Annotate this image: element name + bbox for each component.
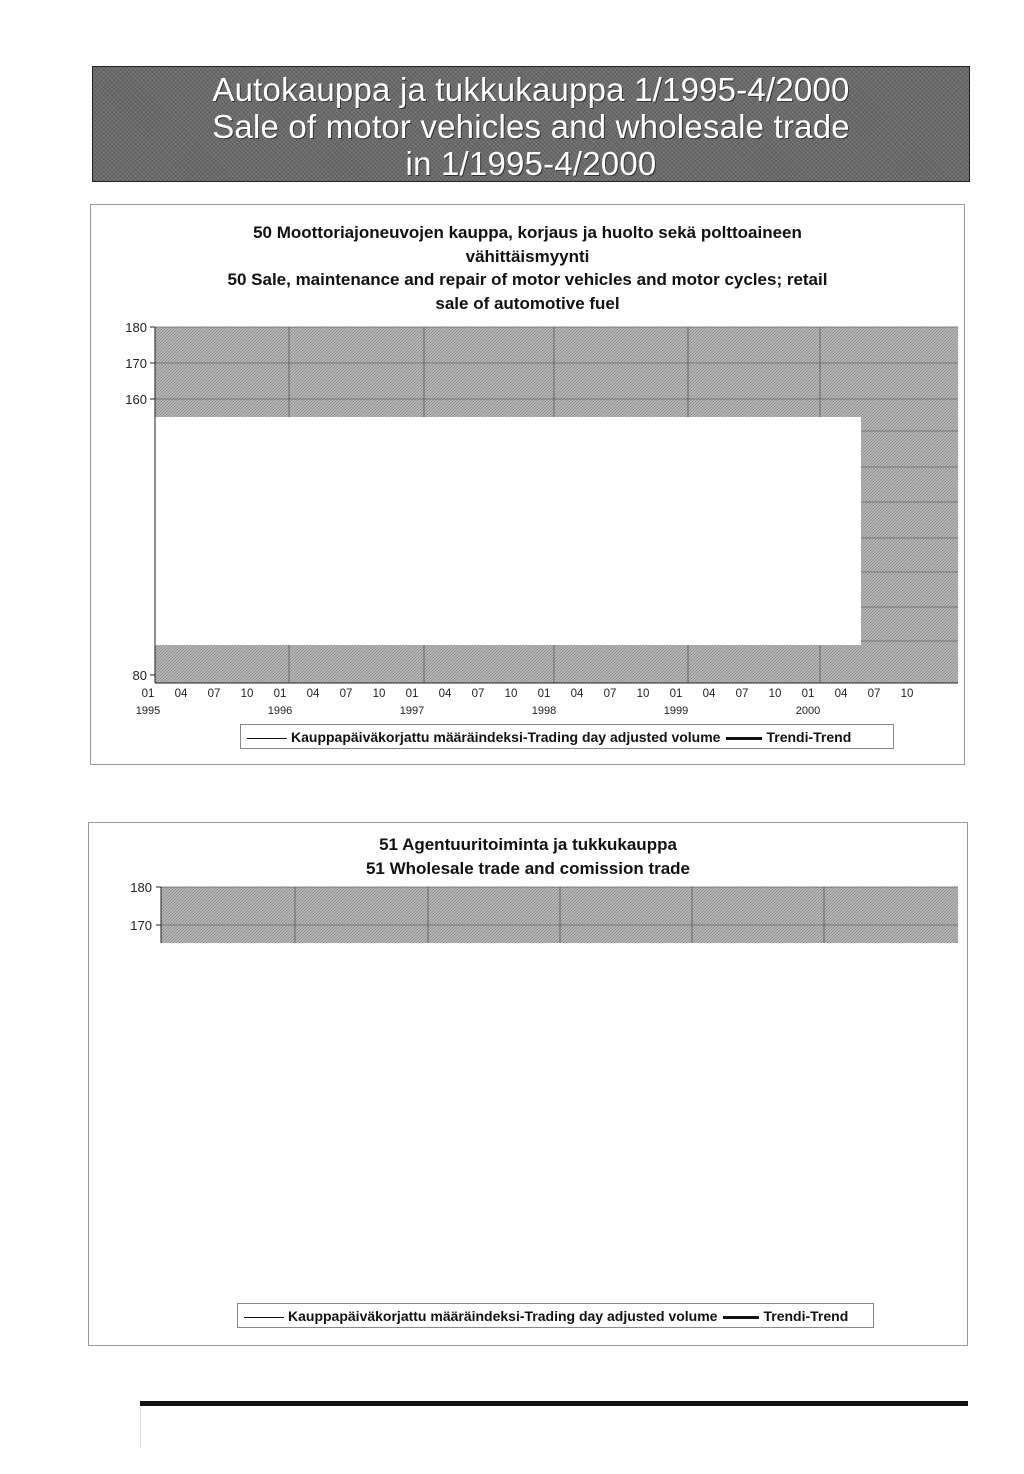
x-year-label: 1996 bbox=[267, 705, 293, 717]
x-tick-label: 04 bbox=[438, 688, 452, 700]
x-tick-label: 07 bbox=[471, 688, 485, 700]
x-tick-label: 10 bbox=[900, 688, 914, 700]
plot-band-right bbox=[861, 417, 958, 645]
chart-50-title-line: 50 Moottoriajoneuvojen kauppa, korjaus ja huolto sekä polttoaineen bbox=[253, 223, 802, 242]
plot-band-bottom bbox=[155, 645, 958, 683]
legend-trend-swatch bbox=[726, 737, 762, 740]
x-year-label: 2000 bbox=[795, 705, 821, 717]
header-title-line-3: in 1/1995-4/2000 bbox=[405, 145, 657, 182]
y-tick-label: 160 bbox=[125, 392, 147, 407]
x-tick-label: 10 bbox=[372, 688, 386, 700]
x-year-label: 1995 bbox=[135, 705, 161, 717]
x-tick-label: 07 bbox=[603, 688, 617, 700]
x-tick-label: 07 bbox=[735, 688, 749, 700]
header-title-line-1: Autokauppa ja tukkukauppa 1/1995-4/2000 bbox=[212, 71, 850, 108]
x-tick-label: 10 bbox=[504, 688, 518, 700]
x-year-label: 1997 bbox=[399, 705, 425, 717]
x-tick-label: 04 bbox=[702, 688, 716, 700]
chart-50-title-line: 50 Sale, maintenance and repair of motor vehicles and motor cycles; retail bbox=[227, 270, 828, 289]
legend-trend-swatch bbox=[723, 1316, 759, 1319]
legend-volume-swatch bbox=[244, 1317, 284, 1318]
legend-volume-swatch bbox=[247, 738, 287, 739]
chart-51-title-line: 51 Wholesale trade and comission trade bbox=[365, 858, 691, 878]
x-tick-label: 10 bbox=[636, 688, 650, 700]
legend-volume-label: Kauppapäiväkorjattu määräindeksi-Trading day adjusted volume bbox=[288, 1308, 718, 1324]
header-title-line-2: Sale of motor vehicles and wholesale trade bbox=[212, 108, 850, 145]
page-edge-mark bbox=[140, 1408, 141, 1448]
x-tick-label: 04 bbox=[306, 688, 320, 700]
chart-50-title-line: vähittäismyynti bbox=[465, 246, 590, 266]
x-tick-label: 07 bbox=[339, 688, 353, 700]
x-year-label: 1998 bbox=[531, 705, 557, 717]
x-tick-label: 07 bbox=[207, 688, 221, 700]
legend-trend-label: Trendi-Trend bbox=[766, 729, 852, 745]
chart-51-legend bbox=[237, 1303, 874, 1328]
y-tick-label: 170 bbox=[130, 918, 152, 933]
legend-volume-label: Kauppapäiväkorjattu määräindeksi-Trading day adjusted volume bbox=[291, 729, 721, 745]
x-tick-label: 01 bbox=[801, 688, 815, 700]
x-tick-label: 04 bbox=[834, 688, 848, 700]
x-tick-label: 01 bbox=[669, 688, 683, 700]
x-tick-label: 10 bbox=[768, 688, 782, 700]
footer-rule bbox=[140, 1401, 968, 1406]
chart-51-plot bbox=[89, 823, 969, 1347]
x-tick-label: 07 bbox=[867, 688, 881, 700]
page-header-banner bbox=[92, 66, 970, 182]
x-tick-label: 01 bbox=[405, 688, 419, 700]
chart-panel-51 bbox=[88, 822, 968, 1346]
x-tick-label: 01 bbox=[141, 688, 155, 700]
y-tick-label: 180 bbox=[130, 880, 152, 895]
y-tick-label: 80 bbox=[132, 668, 147, 683]
chart-50-legend bbox=[240, 724, 894, 749]
plot-band-top bbox=[155, 327, 958, 417]
y-tick-label: 180 bbox=[125, 320, 147, 335]
chart-panel-50 bbox=[90, 204, 965, 765]
plot-band-top bbox=[161, 887, 958, 943]
legend-trend-label: Trendi-Trend bbox=[763, 1308, 849, 1324]
y-tick-label: 170 bbox=[125, 356, 147, 371]
chart-50-plot bbox=[91, 205, 966, 766]
chart-51-title-line: 51 Agentuuritoiminta ja tukkukauppa bbox=[379, 835, 677, 854]
x-tick-label: 01 bbox=[537, 688, 551, 700]
x-year-label: 1999 bbox=[663, 705, 689, 717]
chart-50-title-line: sale of automotive fuel bbox=[435, 293, 620, 313]
x-tick-label: 04 bbox=[570, 688, 584, 700]
x-tick-label: 04 bbox=[174, 688, 188, 700]
x-tick-label: 10 bbox=[240, 688, 254, 700]
x-tick-label: 01 bbox=[273, 688, 287, 700]
